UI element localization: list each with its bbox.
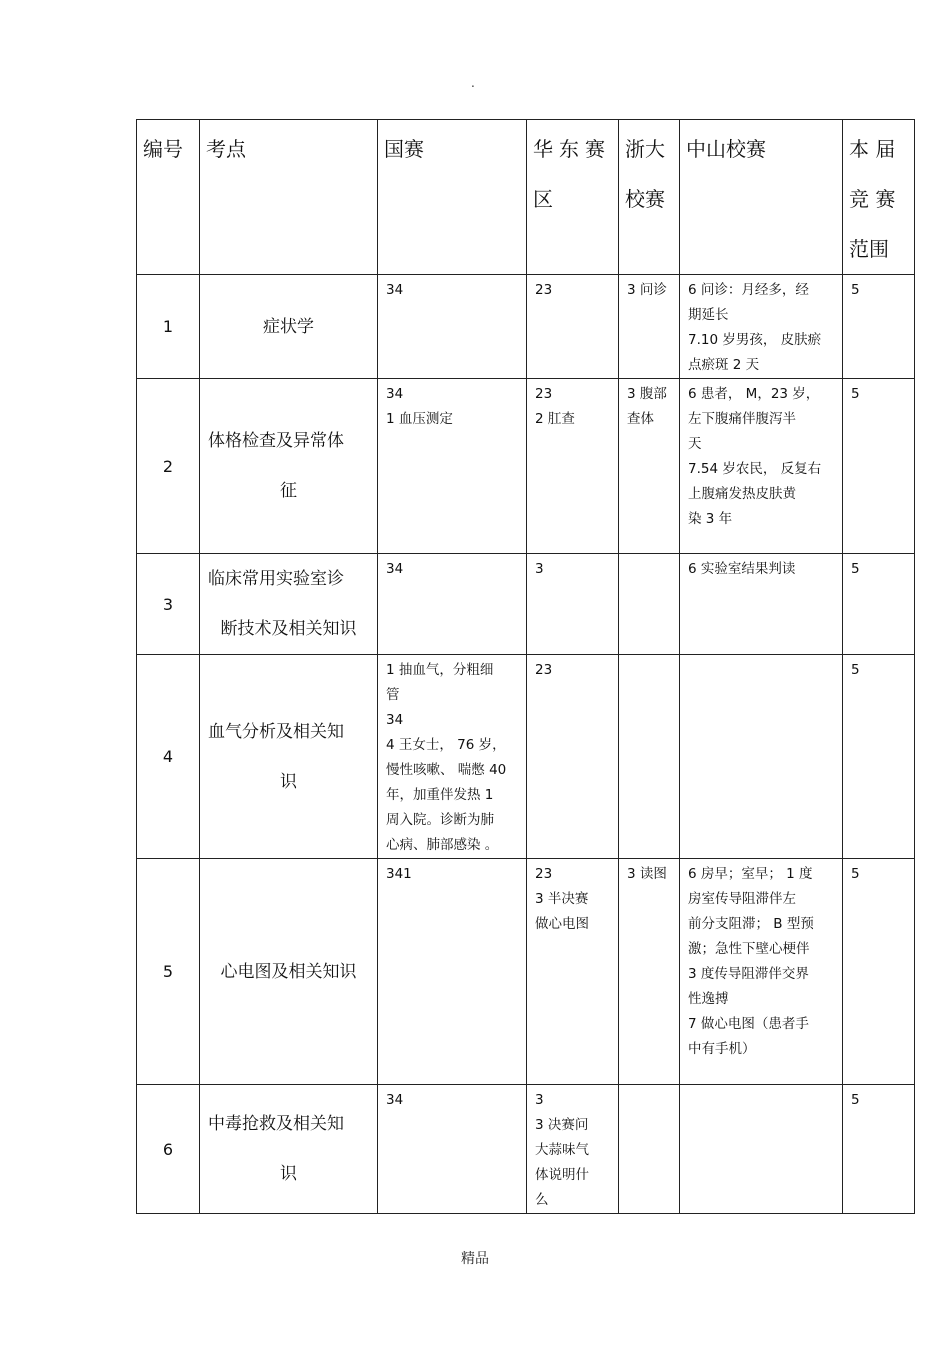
- cell-zhongshan: [680, 859, 843, 1085]
- cell-line: 34: [386, 282, 404, 298]
- cell-scope: [843, 655, 915, 859]
- row-id: 4: [137, 655, 200, 859]
- cell-zhongshan: [680, 1085, 843, 1214]
- cell-east-china: [527, 379, 619, 554]
- cell-line: 23: [535, 282, 553, 298]
- header-line: 中山校赛: [686, 137, 766, 161]
- cell-line: 1 抽血气，分粗细: [386, 662, 494, 678]
- cell-line: 3 腹部: [627, 386, 667, 402]
- cell-line: 天: [688, 436, 702, 452]
- cell-national: [378, 859, 527, 1085]
- cell-national: [378, 275, 527, 379]
- row-topic: [200, 275, 378, 379]
- cell-east-china: [527, 655, 619, 859]
- cell-zju: [619, 1085, 680, 1214]
- cell-line: 中有手机）: [688, 1041, 756, 1057]
- cell-east-china: [527, 275, 619, 379]
- cell-line: 7.10 岁男孩， 皮肤瘀: [688, 332, 822, 348]
- cell-line: 期延长: [688, 307, 729, 323]
- topic-line: 血气分析及相关知: [208, 721, 344, 742]
- topic-line: 断技术及相关知识: [220, 619, 357, 639]
- cell-scope: [843, 859, 915, 1085]
- cell-line: 管: [386, 687, 400, 703]
- header-line: 浙大: [625, 137, 665, 161]
- cell-line: 23: [535, 386, 553, 402]
- cell-line: 341: [386, 866, 412, 882]
- header-east-china: [527, 120, 619, 275]
- cell-zju: [619, 275, 680, 379]
- header-row: [137, 120, 915, 275]
- cell-line: 7 做心电图（患者手: [688, 1016, 809, 1032]
- cell-line: 23: [535, 866, 553, 882]
- row-topic: [200, 859, 378, 1085]
- cell-national: [378, 379, 527, 554]
- cell-line: 3 读图: [627, 866, 667, 882]
- cell-line: 3: [535, 1092, 544, 1108]
- cell-line: 3 度传导阻滞伴交界: [688, 966, 809, 982]
- cell-line: 做心电图: [535, 916, 589, 932]
- cell-east-china: [527, 859, 619, 1085]
- header-line: 华东赛: [533, 137, 611, 161]
- cell-east-china: [527, 554, 619, 655]
- row-id: 3: [137, 554, 200, 655]
- row-topic: [200, 554, 378, 655]
- row-topic: [200, 655, 378, 859]
- cell-line: 5: [851, 662, 860, 678]
- cell-zju: [619, 554, 680, 655]
- table-body: [137, 275, 915, 1214]
- row-id: 2: [137, 379, 200, 554]
- cell-line: 6 房早；室早； 1 度: [688, 866, 813, 882]
- cell-scope: [843, 554, 915, 655]
- cell-line: 3 半决赛: [535, 891, 589, 907]
- row-topic: [200, 1085, 378, 1214]
- table-row: [137, 275, 915, 379]
- cell-line: 2 肛查: [535, 411, 575, 427]
- page-mark: .: [471, 76, 475, 90]
- table-row: [137, 554, 915, 655]
- cell-line: 34: [386, 712, 404, 728]
- header-zhongshan: [680, 120, 843, 275]
- cell-line: 点瘀斑 2 天: [688, 357, 760, 373]
- table-row: [137, 655, 915, 859]
- cell-line: 6 患者， M，23 岁，: [688, 386, 820, 402]
- cell-line: 激；急性下壁心梗伴: [688, 941, 810, 957]
- cell-zhongshan: [680, 379, 843, 554]
- cell-line: 查体: [627, 411, 654, 427]
- cell-line: 3 决赛问: [535, 1117, 589, 1133]
- cell-line: 慢性咳嗽、 喘憋 40: [386, 762, 507, 778]
- row-id: 1: [137, 275, 200, 379]
- header-line: 竞 赛: [849, 187, 896, 211]
- exam-topics-table: [136, 119, 915, 1214]
- cell-national: [378, 655, 527, 859]
- cell-line: 5: [851, 866, 860, 882]
- cell-line: 3: [535, 561, 544, 577]
- cell-line: 染 3 年: [688, 511, 733, 527]
- cell-line: 34: [386, 1092, 404, 1108]
- cell-line: 23: [535, 662, 553, 678]
- topic-line: 症状学: [263, 316, 314, 337]
- cell-line: 大蒜味气: [535, 1142, 589, 1158]
- table-row: [137, 379, 915, 554]
- topic-line: 心电图及相关知识: [220, 961, 357, 982]
- cell-line: 5: [851, 386, 860, 402]
- topic-line: 中毒抢救及相关知: [208, 1114, 344, 1134]
- header-line: 国赛: [384, 137, 424, 161]
- header-id: 编号: [137, 120, 200, 275]
- cell-line: 4 王女士， 76 岁，: [386, 737, 506, 753]
- cell-line: 周入院。诊断为肺: [386, 812, 494, 828]
- cell-zju: [619, 859, 680, 1085]
- header-line: 区: [533, 187, 559, 211]
- topic-line: 体格检查及异常体: [208, 431, 344, 451]
- cell-line: 性逸搏: [688, 991, 729, 1007]
- cell-line: 心病、肺部感染 。: [386, 837, 499, 853]
- cell-line: 34: [386, 561, 404, 577]
- cell-line: 1 血压测定: [386, 411, 453, 427]
- cell-national: [378, 1085, 527, 1214]
- topic-line: 征: [280, 481, 297, 501]
- cell-line: 3 问诊: [627, 282, 667, 298]
- cell-line: 上腹痛发热皮肤黄: [688, 486, 796, 502]
- cell-scope: [843, 1085, 915, 1214]
- cell-line: 34: [386, 386, 404, 402]
- row-topic: [200, 379, 378, 554]
- table-row: [137, 859, 915, 1085]
- cell-zju: [619, 655, 680, 859]
- cell-line: 年，加重伴发热 1: [386, 787, 494, 803]
- header-line: 范围: [849, 237, 889, 261]
- cell-line: 么: [535, 1192, 549, 1208]
- header-scope: [843, 120, 915, 275]
- table-row: [137, 1085, 915, 1214]
- cell-line: 房室传导阻滞伴左: [688, 891, 796, 907]
- cell-line: 5: [851, 1092, 860, 1108]
- cell-zhongshan: [680, 655, 843, 859]
- topic-line: 临床常用实验室诊: [208, 569, 344, 589]
- cell-line: 体说明什: [535, 1167, 589, 1183]
- header-zju: [619, 120, 680, 275]
- row-id: 5: [137, 859, 200, 1085]
- cell-line: 5: [851, 282, 860, 298]
- header-topic: 考点: [200, 120, 378, 275]
- cell-line: 7.54 岁农民， 反复右: [688, 461, 822, 477]
- header-line: 本 届: [849, 137, 896, 161]
- header-line: 校赛: [625, 187, 665, 211]
- header-national: [378, 120, 527, 275]
- cell-zhongshan: [680, 554, 843, 655]
- topic-line: 识: [280, 1164, 297, 1184]
- cell-national: [378, 554, 527, 655]
- footer-label: 精品: [461, 1251, 489, 1267]
- cell-line: 5: [851, 561, 860, 577]
- cell-line: 左下腹痛伴腹泻半: [688, 411, 796, 427]
- cell-line: 前分支阻滞； B 型预: [688, 916, 814, 932]
- row-id: 6: [137, 1085, 200, 1214]
- cell-scope: [843, 379, 915, 554]
- cell-zju: [619, 379, 680, 554]
- cell-line: 6 问诊：月经多，经: [688, 282, 809, 298]
- cell-east-china: [527, 1085, 619, 1214]
- cell-scope: [843, 275, 915, 379]
- cell-zhongshan: [680, 275, 843, 379]
- topic-line: 识: [280, 771, 297, 792]
- cell-line: 6 实验室结果判读: [688, 561, 796, 577]
